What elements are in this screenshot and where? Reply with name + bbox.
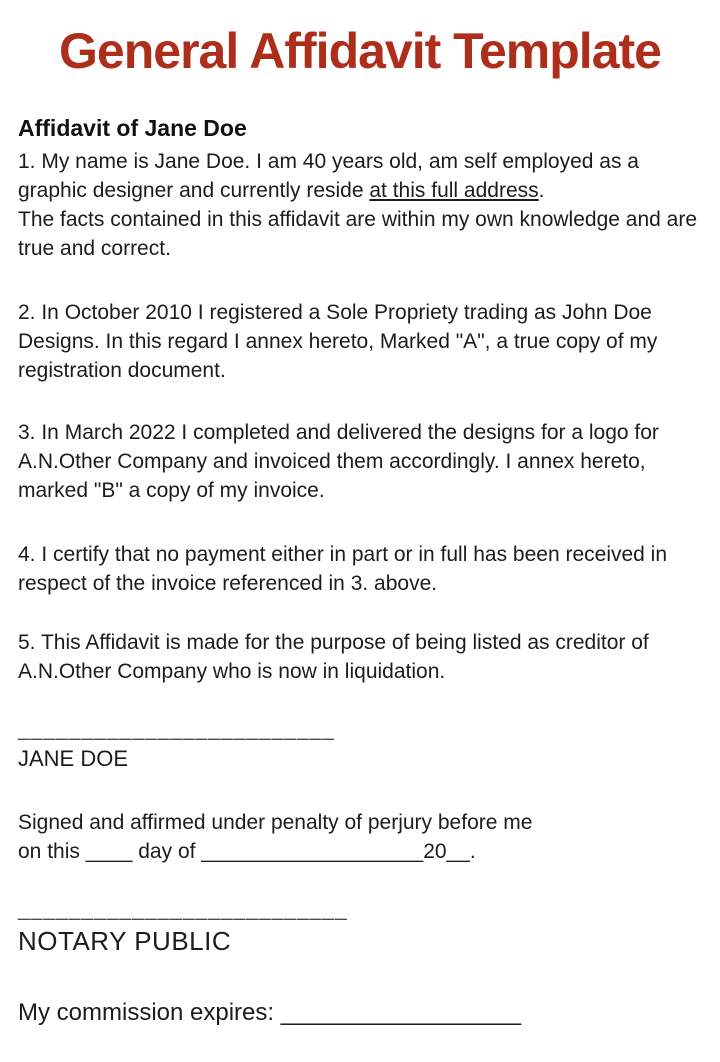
paragraph-4 [18, 540, 700, 598]
notary-title: NOTARY PUBLIC [18, 926, 232, 956]
jurat-line-1: Signed and affirmed under penalty of perjury before me [18, 811, 533, 834]
paragraph-1 [18, 147, 700, 263]
document-body [0, 114, 720, 1028]
notary-signature-block [18, 895, 700, 958]
commission-expiry-line: My commission expires: __________________ [18, 999, 521, 1026]
para-4-line-2: respect of the invoice referenced in 3. above. [18, 572, 438, 595]
jurat-block [18, 808, 700, 866]
para-3-line-2: A.N.Other Company and invoiced them accordingly. I annex hereto, [18, 450, 646, 473]
para-4-line-1: 4. I certify that no payment either in part or in full has been received in [18, 543, 668, 566]
deponent-signature-block [18, 715, 700, 773]
deponent-name: JANE DOE [18, 746, 129, 771]
address-placeholder-underlined: at this full address [369, 179, 539, 202]
para-2-line-2: Designs. In this regard I annex hereto, Marked "A", a true copy of my [18, 330, 658, 353]
page-title: General Affidavit Template [59, 23, 661, 79]
paragraph-2 [18, 298, 700, 385]
paragraph-5 [18, 628, 700, 686]
para-1-line-2-pre: graphic designer and currently reside [18, 179, 370, 202]
para-2-line-1: 2. In October 2010 I registered a Sole Propriety trading as John Doe [18, 301, 652, 324]
para-1-line-4: true and correct. [18, 237, 171, 260]
para-3-line-1: 3. In March 2022 I completed and delivered the designs for a logo for [18, 421, 659, 444]
paragraph-3 [18, 418, 700, 505]
deponent-signature-line: _________________________ [18, 718, 335, 741]
para-1-line-2-post: . [538, 179, 545, 202]
jurat-line-2: on this ____ day of ___________________20__. [18, 840, 476, 863]
affidavit-heading: Affidavit of Jane Doe [18, 115, 247, 141]
para-1-line-2 [18, 176, 700, 205]
para-5-line-1: 5. This Affidavit is made for the purpose of being listed as creditor of [18, 631, 649, 654]
notary-signature-line: __________________________ [18, 898, 348, 921]
para-5-line-2: A.N.Other Company who is now in liquidation. [18, 660, 446, 683]
para-2-line-3: registration document. [18, 359, 226, 382]
para-1-line-3: The facts contained in this affidavit are within my own knowledge and are [18, 208, 697, 231]
para-1-line-1: 1. My name is Jane Doe. I am 40 years old, am self employed as a [18, 150, 639, 173]
para-3-line-3: marked "B" a copy of my invoice. [18, 479, 325, 502]
